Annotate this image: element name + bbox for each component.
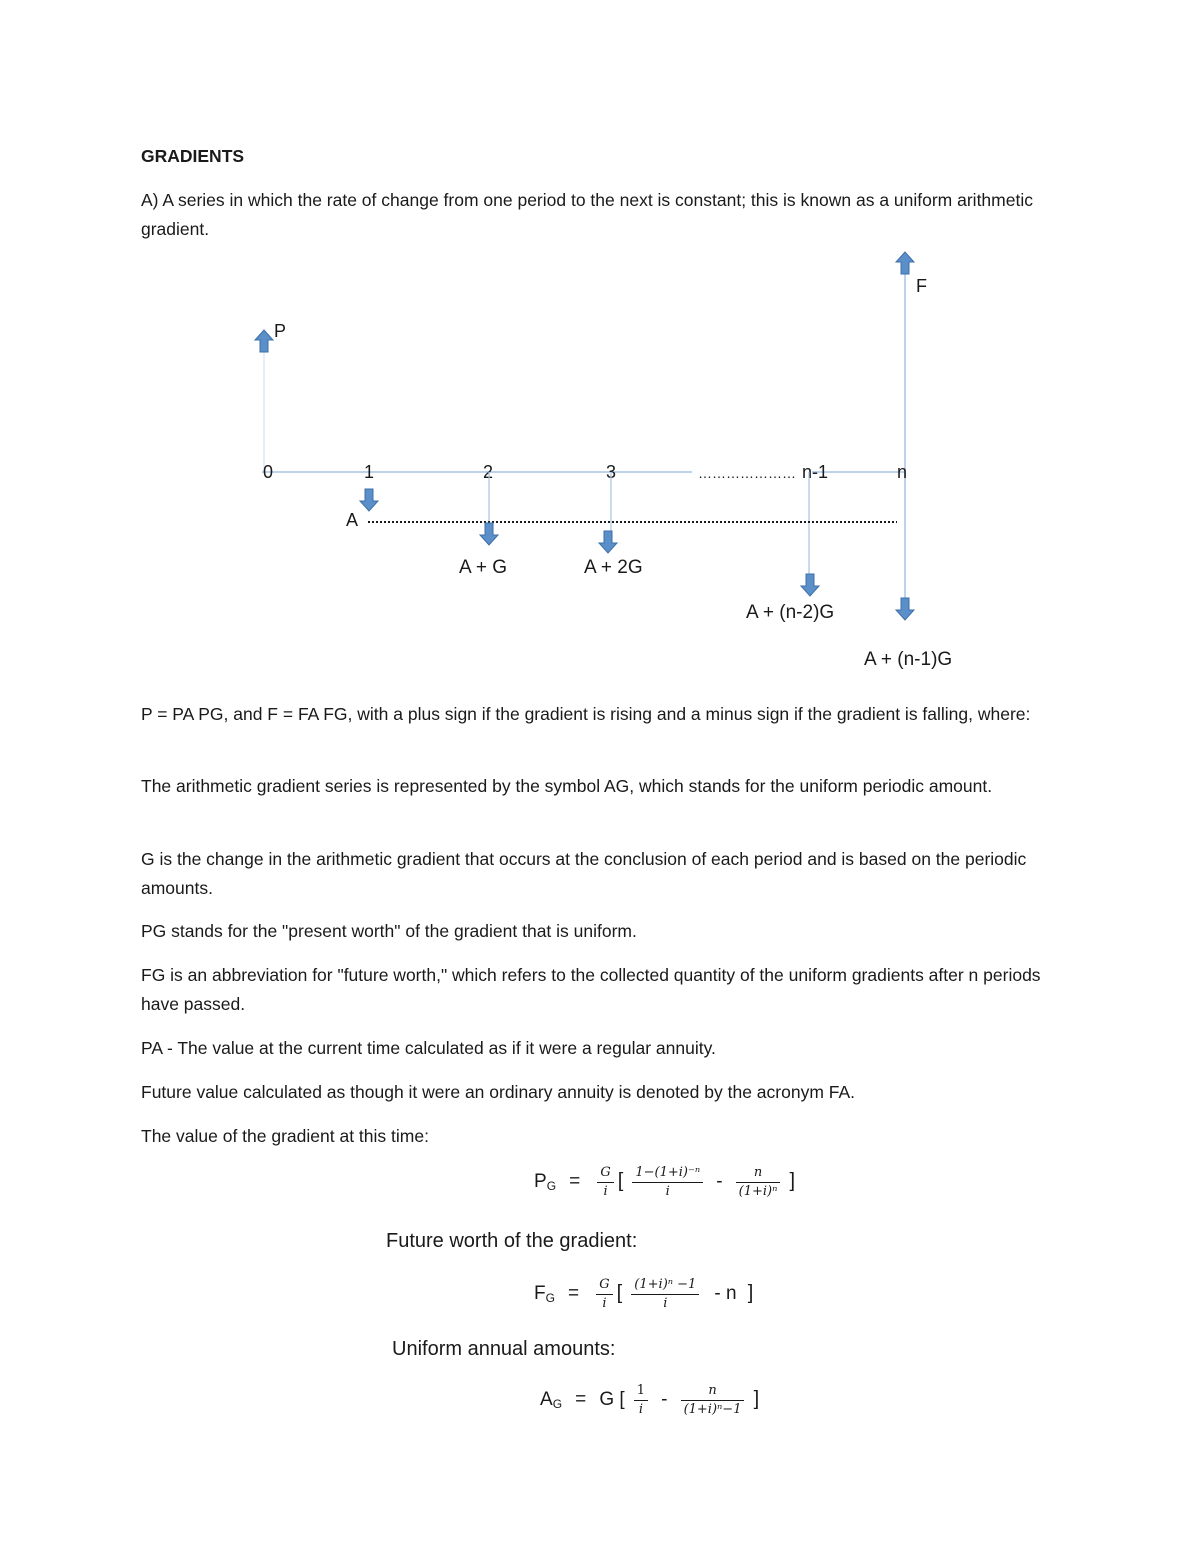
down-arrow-n-icon bbox=[896, 598, 914, 620]
p-up-arrow-icon bbox=[255, 330, 273, 352]
tick-label-0: 0 bbox=[263, 462, 274, 482]
cash-flow-diagram bbox=[0, 0, 1200, 700]
amount-label-a: A bbox=[346, 510, 359, 530]
relation-paragraph: P = PA PG, and F = FA FG, with a plus sign if the gradient is rising and a minus sign if the gradient is falling, where: bbox=[141, 704, 1031, 724]
f-label: F bbox=[916, 276, 927, 296]
down-arrow-2-icon bbox=[480, 523, 498, 545]
fa-definition: Future value calculated as though it were an ordinary annuity is denoted by the acronym FA. bbox=[141, 1082, 856, 1102]
tick-label-n-1: n-1 bbox=[802, 462, 829, 482]
axis-ellipsis: ………………… bbox=[698, 465, 796, 481]
ag-definition: The arithmetic gradient series is represented by the symbol AG, which stands for the uniform periodic amount. bbox=[141, 776, 993, 796]
uniform-annual-heading: Uniform annual amounts: bbox=[392, 1338, 616, 1360]
tick-label-2: 2 bbox=[483, 462, 494, 482]
tick-label-n: n bbox=[897, 462, 908, 482]
future-worth-heading: Future worth of the gradient: bbox=[386, 1230, 638, 1252]
page-title: GRADIENTS bbox=[141, 146, 245, 166]
amount-label-a-2g: A + 2G bbox=[584, 557, 643, 578]
f-up-arrow-icon bbox=[896, 252, 914, 274]
pa-definition: PA - The value at the current time calculated as if it were a regular annuity. bbox=[141, 1038, 716, 1058]
pg-definition: PG stands for the "present worth" of the gradient that is uniform. bbox=[141, 921, 637, 941]
tick-label-3: 3 bbox=[606, 462, 617, 482]
tick-label-1: 1 bbox=[364, 462, 375, 482]
down-arrow-3-icon bbox=[599, 531, 617, 553]
fg-definition: FG is an abbreviation for "future worth," which refers to the collected quantity of the uniform gradients after n periods have passed. bbox=[141, 965, 1041, 1014]
pg-formula: $P_G$ = $\frac{G}{i}$ [ $\frac{\text{1−(1+i)⁻ⁿ}}{i}$ - $\frac{n}{\text{(1+i)ⁿ}}$ ] bbox=[534, 1165, 796, 1199]
amount-label-a-n-2g: A + (n-2)G bbox=[746, 602, 835, 623]
ag-formula: $A_G = G$ [ $\frac{1}{i}$ - $\frac{n}{\text{(1+i)ⁿ−1}}$ ] bbox=[540, 1383, 760, 1417]
present-value-heading: The value of the gradient at this time: bbox=[141, 1126, 429, 1146]
fg-formula: $F_G$ = $\frac{G}{i}$ [ $\frac{\text{(1+i)ⁿ −1}}{i}$ - n ] bbox=[534, 1277, 754, 1311]
down-arrow-n-1-icon bbox=[801, 574, 819, 596]
amount-label-a-n-1g: A + (n-1)G bbox=[864, 649, 953, 670]
g-definition: G is the change in the arithmetic gradient that occurs at the conclusion of each period and is based on the periodic amounts. bbox=[141, 849, 1027, 898]
intro-paragraph: A) A series in which the rate of change from one period to the next is constant; this is known as a uniform arithmetic gradient. bbox=[141, 190, 1033, 239]
amount-label-a-g: A + G bbox=[459, 557, 508, 578]
down-arrow-1-icon bbox=[360, 489, 378, 511]
p-label: P bbox=[274, 321, 287, 341]
